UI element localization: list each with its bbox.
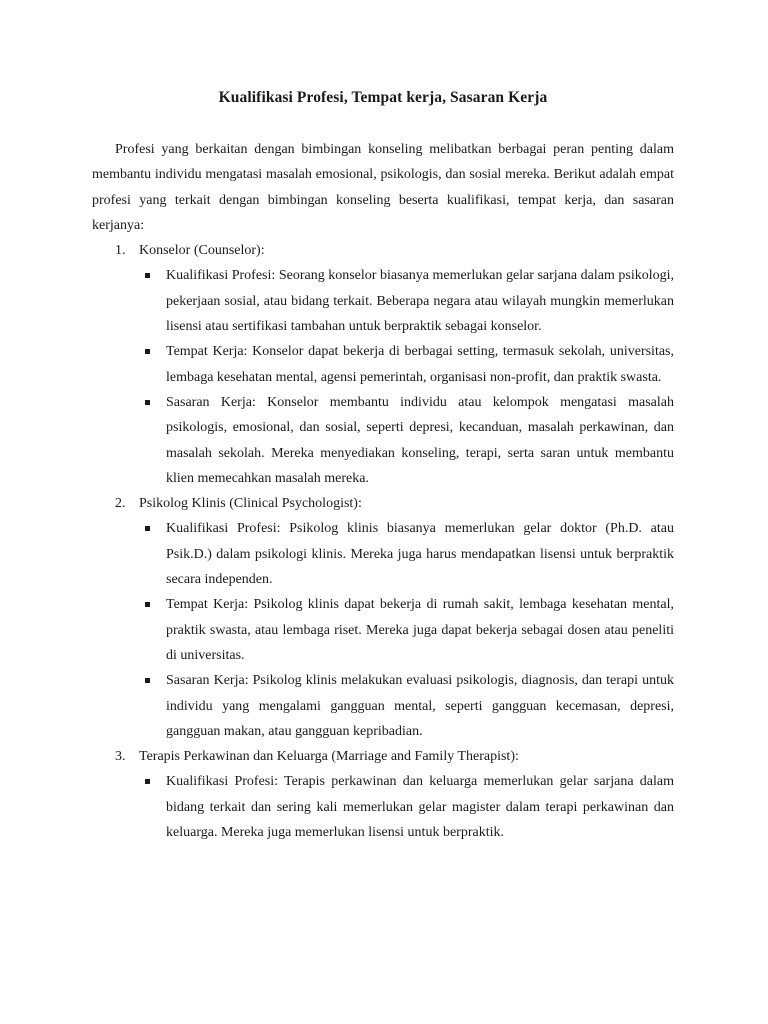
list-item [92, 263, 674, 339]
profession-item-family-therapist [92, 744, 674, 845]
bullet-text: Sasaran Kerja: Psikolog klinis melakukan evaluasi psikologis, diagnosis, dan terapi untuk individu yang mengalami gangguan mental, seperti gangguan kecemasan, depresi, gangguan makan, atau gangguan kepribadian. [166, 673, 674, 739]
bullet-text: Kualifikasi Profesi: Psikolog klinis biasanya memerlukan gelar doktor (Ph.D. atau Psik.D.) dalam psikologi klinis. Mereka juga harus mendapatkan lisensi untuk berpraktik secara independen. [166, 521, 674, 588]
bullet-text: Kualifikasi Profesi: Terapis perkawinan dan keluarga memerlukan gelar sarjana dalam bidang terkait dan sering kali memerlukan gelar magister dalam terapi perkawinan dan keluarga. Mereka juga memerlukan lisensi untuk berpraktik. [166, 774, 674, 841]
profession-heading-text: Psikolog Klinis (Clinical Psychologist): [139, 496, 362, 512]
list-item [92, 668, 674, 744]
intro-paragraph: Profesi yang berkaitan dengan bimbingan konseling melibatkan berbagai peran penting dalam membantu individu mengatasi masalah emosional, psikologis, dan sosial mereka. Berikut adalah empat profesi yang terkait dengan bimbingan konseling beserta kualifikasi, tempat kerja, dan sasaran kerjanya: [92, 142, 674, 233]
document-page [92, 86, 674, 845]
bullet-list [92, 516, 674, 744]
square-bullet-icon [145, 273, 150, 278]
bullet-text: Tempat Kerja: Psikolog klinis dapat bekerja di rumah sakit, lembaga kesehatan mental, praktik swasta, atau lembaga riset. Mereka juga dapat bekerja sebagai dosen atau peneliti di universitas. [166, 597, 674, 663]
list-item [92, 339, 674, 390]
square-bullet-icon [145, 779, 150, 784]
list-number: 2. [115, 496, 126, 512]
square-bullet-icon [145, 602, 150, 607]
profession-list [92, 238, 674, 845]
profession-heading-text: Konselor (Counselor): [139, 243, 265, 259]
list-item [92, 516, 674, 592]
bullet-list [92, 263, 674, 491]
profession-item-counselor [92, 238, 674, 491]
square-bullet-icon [145, 678, 150, 683]
list-item [92, 390, 674, 491]
bullet-text: Tempat Kerja: Konselor dapat bekerja di berbagai setting, termasuk sekolah, universitas, lembaga kesehatan mental, agensi pemerintah, organisasi non-profit, dan praktik swasta. [166, 344, 674, 385]
list-number: 3. [115, 749, 126, 765]
profession-heading [92, 744, 674, 769]
profession-heading-text: Terapis Perkawinan dan Keluarga (Marriage and Family Therapist): [139, 749, 519, 765]
bullet-list [92, 769, 674, 845]
profession-heading [92, 238, 674, 263]
square-bullet-icon [145, 400, 150, 405]
list-item [92, 592, 674, 668]
list-item [92, 769, 674, 845]
bullet-text: Kualifikasi Profesi: Seorang konselor biasanya memerlukan gelar sarjana dalam psikologi, pekerjaan sosial, atau bidang terkait. Beberapa negara atau wilayah mungkin memerlukan lisensi atau sertifikasi tambahan untuk berpraktik sebagai konselor. [166, 268, 674, 335]
square-bullet-icon [145, 349, 150, 354]
list-number: 1. [115, 243, 126, 259]
square-bullet-icon [145, 526, 150, 531]
profession-item-clinical-psychologist [92, 491, 674, 744]
profession-heading [92, 491, 674, 516]
bullet-text: Sasaran Kerja: Konselor membantu individu atau kelompok mengatasi masalah psikologis, emosional, dan sosial, seperti depresi, kecanduan, masalah perkawinan, dan masalah sekolah. Mereka menyediakan konseling, terapi, serta saran untuk membantu klien memecahkan masalah mereka. [166, 394, 674, 486]
document-title: Kualifikasi Profesi, Tempat kerja, Sasaran Kerja [218, 89, 548, 106]
